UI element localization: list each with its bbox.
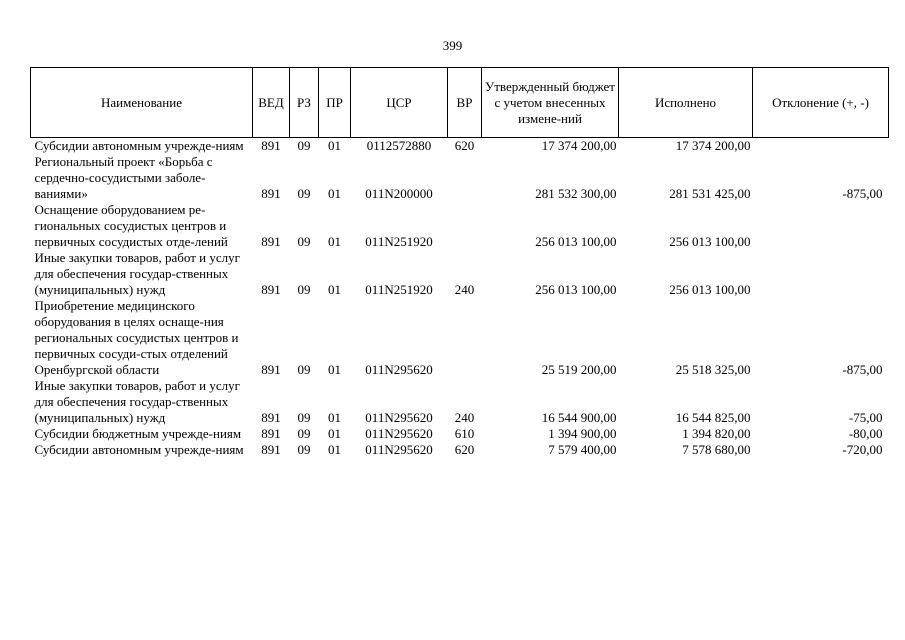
row-approved: 25 519 200,00 [541, 362, 617, 377]
row-rz: 09 [297, 426, 311, 441]
row-deviation [753, 202, 889, 250]
row-approved: 7 579 400,00 [548, 442, 617, 457]
row-vr [448, 154, 482, 202]
row-pr: 01 [328, 282, 341, 297]
row-pr: 01 [328, 442, 341, 457]
row-rz: 09 [297, 442, 311, 457]
row-executed: 281 531 425,00 [669, 186, 751, 201]
row-ved: 891 [261, 186, 281, 201]
row-rz: 09 [297, 362, 311, 377]
row-executed: 1 394 820,00 [682, 426, 751, 441]
row-vr: 620 [454, 138, 475, 153]
page-number: 399 [442, 38, 463, 53]
row-vr: 610 [454, 426, 475, 441]
row-executed: 17 374 200,00 [675, 138, 751, 153]
row-pr: 01 [328, 410, 341, 425]
row-ved: 891 [261, 138, 281, 153]
row-pr: 01 [328, 186, 341, 201]
row-pr: 01 [328, 234, 341, 249]
row-ved: 891 [261, 410, 281, 425]
row-approved: 1 394 900,00 [548, 426, 617, 441]
column-header-deviation: Отклонение (+, -) [753, 68, 889, 138]
row-csr: 0112572880 [366, 138, 432, 153]
row-pr: 01 [328, 362, 341, 377]
row-pr: 01 [328, 426, 341, 441]
row-csr: 011N295620 [365, 442, 433, 457]
table-row [31, 154, 889, 202]
row-executed: 256 013 100,00 [669, 282, 751, 297]
row-executed: 16 544 825,00 [675, 410, 751, 425]
row-csr: 011N295620 [365, 426, 433, 441]
row-csr: 011N295620 [365, 410, 433, 425]
table-row [31, 298, 889, 378]
row-deviation [753, 250, 889, 298]
row-ved: 891 [261, 442, 281, 457]
row-executed: 7 578 680,00 [682, 442, 751, 457]
row-deviation: -80,00 [848, 426, 883, 441]
table-row [31, 250, 889, 298]
row-rz: 09 [297, 282, 311, 297]
row-rz: 09 [297, 186, 311, 201]
row-vr: 620 [454, 442, 475, 457]
row-executed: 256 013 100,00 [669, 234, 751, 249]
row-approved: 16 544 900,00 [541, 410, 617, 425]
table-row [31, 138, 889, 155]
row-rz: 09 [297, 234, 311, 249]
row-vr: 240 [454, 410, 475, 425]
row-rz: 09 [297, 138, 311, 153]
row-ved: 891 [261, 234, 281, 249]
row-approved: 256 013 100,00 [535, 282, 617, 297]
row-name: Приобретение медицинского оборудования в целях оснаще-ния региональных сосудистых центров и первичных сосуди-стых отделений Оренбургской области [34, 298, 239, 377]
table-row [31, 378, 889, 426]
row-executed: 25 518 325,00 [675, 362, 751, 377]
column-header-name: Наименование [31, 68, 253, 138]
row-deviation: -875,00 [842, 186, 883, 201]
column-header-approved: Утвержденный бюджет с учетом внесенных измене-ний [482, 68, 619, 138]
row-vr [448, 298, 482, 378]
row-name: Оснащение оборудованием ре-гиональных сосудистых центров и первичных сосудистых отде-лений [34, 202, 228, 249]
row-name: Субсидии автономным учрежде-ниям [34, 442, 244, 457]
column-header-rz: РЗ [290, 68, 319, 138]
table-row [31, 202, 889, 250]
row-name: Субсидии бюджетным учрежде-ниям [34, 426, 242, 441]
table-header-row [31, 68, 889, 138]
row-pr: 01 [328, 138, 341, 153]
table-body [31, 138, 889, 459]
column-header-ved: ВЕД [253, 68, 290, 138]
table-row [31, 426, 889, 442]
row-approved: 281 532 300,00 [535, 186, 617, 201]
table-row [31, 442, 889, 458]
row-name: Субсидии автономным учрежде-ниям [34, 138, 244, 153]
budget-execution-table [30, 67, 889, 458]
row-deviation [753, 138, 889, 155]
row-ved: 891 [261, 282, 281, 297]
row-csr: 011N251920 [365, 234, 433, 249]
row-deviation: -75,00 [848, 410, 883, 425]
column-header-vr: ВР [448, 68, 482, 138]
row-approved: 17 374 200,00 [541, 138, 617, 153]
row-name: Региональный проект «Борьба с сердечно-сосудистыми заболе-ваниями» [34, 154, 213, 201]
row-approved: 256 013 100,00 [535, 234, 617, 249]
row-ved: 891 [261, 426, 281, 441]
row-rz: 09 [297, 410, 311, 425]
column-header-pr: ПР [319, 68, 351, 138]
row-name: Иные закупки товаров, работ и услуг для обеспечения государ-ственных (муниципальных) нужд [34, 250, 240, 297]
row-csr: 011N251920 [365, 282, 433, 297]
row-deviation: -720,00 [842, 442, 883, 457]
row-csr: 011N200000 [365, 186, 433, 201]
column-header-executed: Исполнено [619, 68, 753, 138]
row-vr [448, 202, 482, 250]
row-csr: 011N295620 [365, 362, 433, 377]
row-deviation: -875,00 [842, 362, 883, 377]
column-header-csr: ЦСР [351, 68, 448, 138]
row-vr: 240 [454, 282, 475, 297]
row-name: Иные закупки товаров, работ и услуг для обеспечения государ-ственных (муниципальных) нужд [34, 378, 240, 425]
row-ved: 891 [261, 362, 281, 377]
